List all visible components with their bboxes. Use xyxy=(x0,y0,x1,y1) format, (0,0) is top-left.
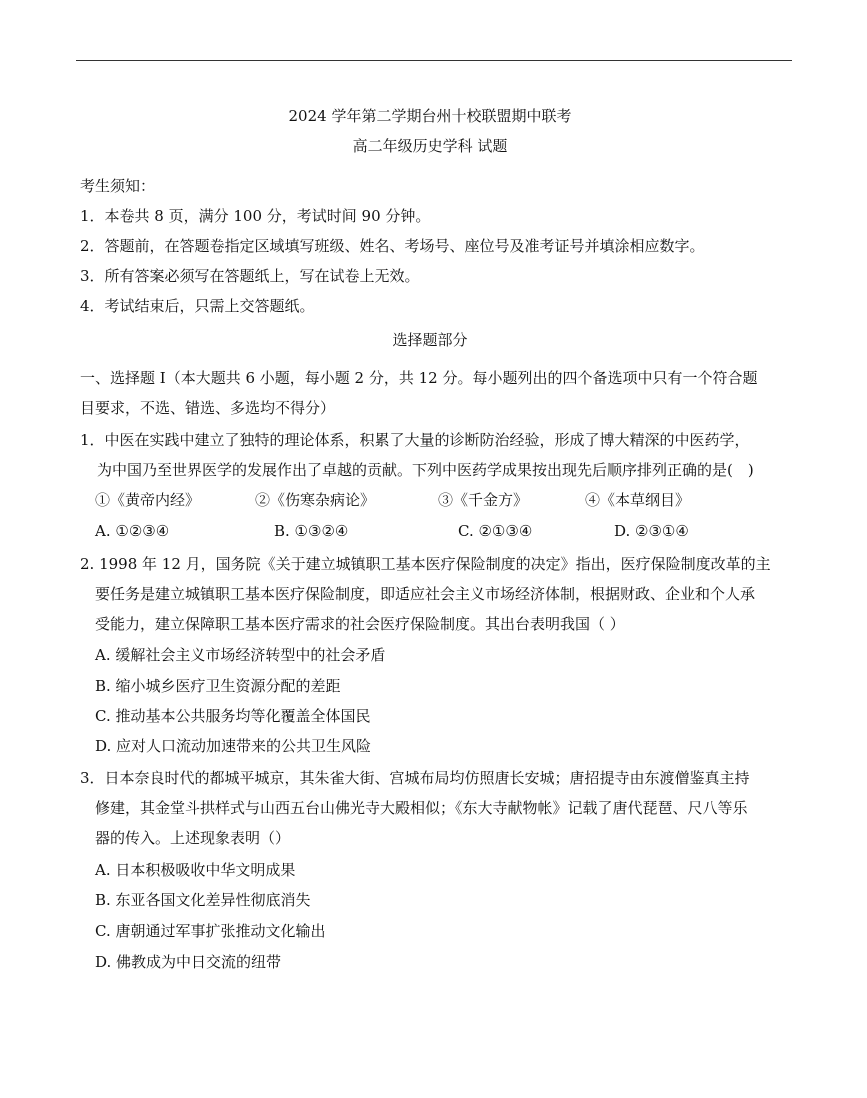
header-rule xyxy=(76,60,792,61)
q1-stem-line-2: 为中国乃至世界医学的发展作出了卓越的贡献。下列中医药学成果按出现先后顺序排列正确的是( ) xyxy=(97,461,754,479)
notice-item-2: 2．答题前，在答题卷指定区域填写班级、姓名、考场号、座位号及准考证号并填涂相应数字。 xyxy=(80,237,705,255)
q1-option-a: A. ①②③④ xyxy=(95,522,170,540)
q1-option-b: B. ①③②④ xyxy=(274,522,349,540)
q1-items-row xyxy=(80,490,780,510)
q2-option-d: D. 应对人口流动加速带来的公共卫生风险 xyxy=(95,737,372,755)
q3-stem-line-3: 器的传入。上述现象表明（） xyxy=(95,829,291,847)
notice-item-3: 3．所有答案必须写在答题纸上，写在试卷上无效。 xyxy=(80,267,420,285)
q3-option-c: C. 唐朝通过军事扩张推动文化输出 xyxy=(95,922,326,940)
notice-item-1: 1．本卷共 8 页，满分 100 分，考试时间 90 分钟。 xyxy=(80,207,431,225)
exam-title: 2024 学年第二学期台州十校联盟期中联考 xyxy=(288,107,572,125)
q1-option-d: D. ②③①④ xyxy=(614,522,689,540)
section-title: 选择题部分 xyxy=(392,331,468,349)
q1-item: ①《黄帝内经》 xyxy=(95,491,201,509)
notice-item-4: 4．考试结束后，只需上交答题纸。 xyxy=(80,297,315,315)
section-instruction-line-1: 一、选择题 I（本大题共 6 小题，每小题 2 分，共 12 分。每小题列出的四个备选项中只有一个符合题 xyxy=(80,369,758,387)
q2-stem-line-2: 要任务是建立城镇职工基本医疗保险制度，即适应社会主义市场经济体制，根据财政、企业和个人承 xyxy=(95,585,756,603)
q1-stem-line-1: 1．中医在实践中建立了独特的理论体系，积累了大量的诊断防治经验，形成了博大精深的中医药学， xyxy=(80,431,750,449)
q3-option-a: A. 日本积极吸收中华文明成果 xyxy=(95,861,296,879)
q1-item: ④《本草纲目》 xyxy=(585,491,691,509)
q2-stem-line-1: 2. 1998 年 12 月，国务院《关于建立城镇职工基本医疗保险制度的决定》指出，医疗保险制度改革的主 xyxy=(80,555,771,573)
exam-subtitle: 高二年级历史学科 试题 xyxy=(352,137,508,155)
q2-stem-line-3: 受能力，建立保障职工基本医疗需求的社会医疗保险制度。其出台表明我国（ ） xyxy=(95,615,625,633)
q3-stem-line-2: 修建，其金堂斗拱样式与山西五台山佛光寺大殿相似；《东大寺献物帐》记载了唐代琵琶、尺八等乐 xyxy=(95,799,748,817)
q2-option-c: C. 推动基本公共服务均等化覆盖全体国民 xyxy=(95,707,371,725)
q2-option-a: A. 缓解社会主义市场经济转型中的社会矛盾 xyxy=(95,646,386,664)
notice-heading: 考生须知： xyxy=(80,177,156,195)
q2-option-b: B. 缩小城乡医疗卫生资源分配的差距 xyxy=(95,677,341,695)
q1-option-c: C. ②①③④ xyxy=(458,522,533,540)
q1-item: ③《千金方》 xyxy=(438,491,529,509)
q3-option-d: D. 佛教成为中日交流的纽带 xyxy=(95,953,282,971)
q3-stem-line-1: 3．日本奈良时代的都城平城京，其朱雀大街、宫城布局均仿照唐长安城；唐招提寺由东渡僧鉴真主持 xyxy=(80,769,750,787)
q1-options-row xyxy=(80,521,780,541)
q1-item: ②《伤寒杂病论》 xyxy=(255,491,376,509)
q3-option-b: B. 东亚各国文化差异性彻底消失 xyxy=(95,891,311,909)
section-instruction-line-2: 目要求，不选、错选、多选均不得分） xyxy=(80,399,336,417)
